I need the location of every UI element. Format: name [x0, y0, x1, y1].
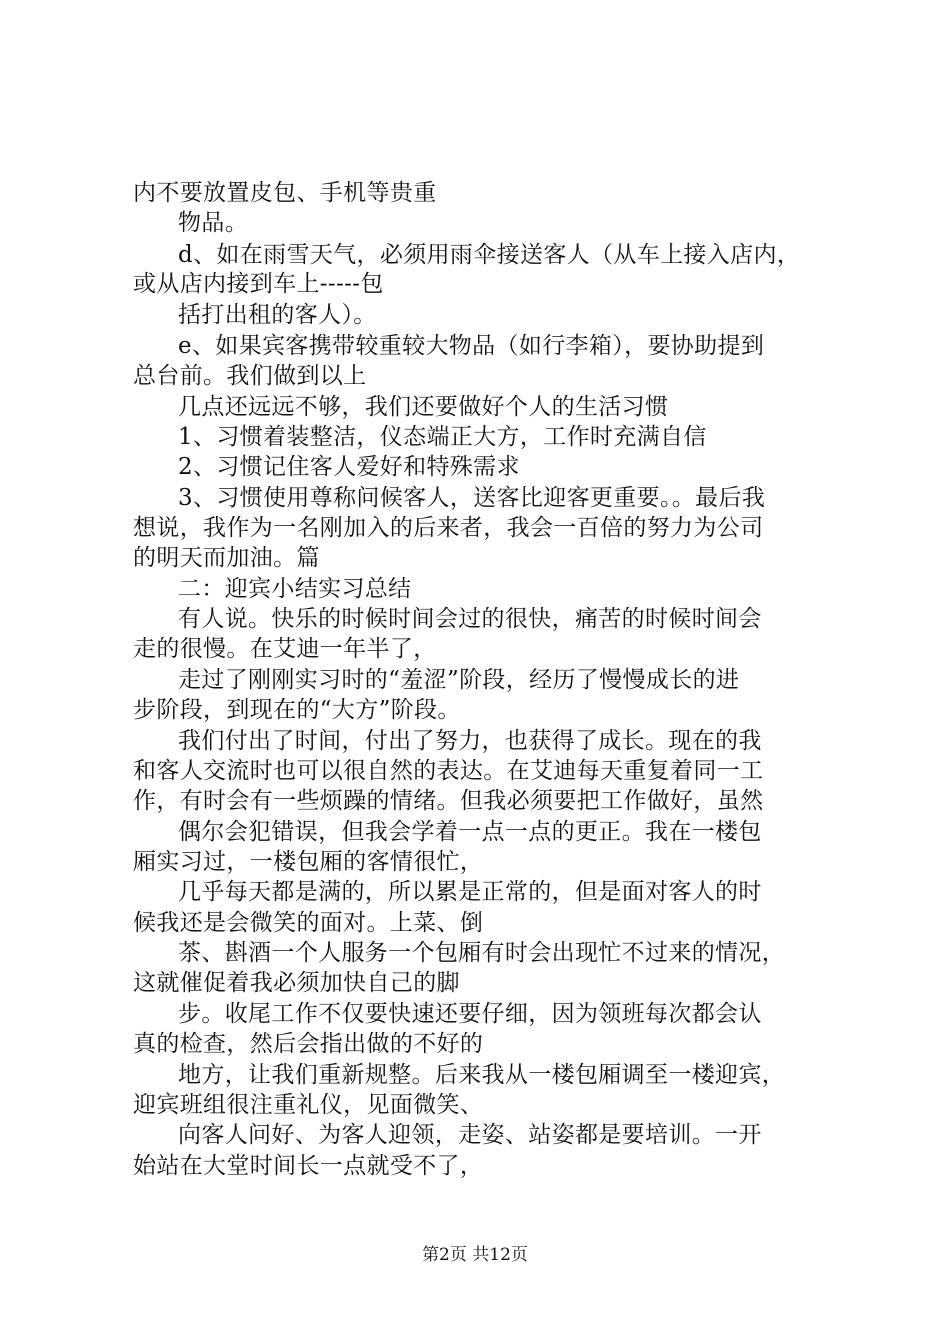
text-line: d、如在雨雪天气，必须用雨伞接送客人（从车上接入店内，	[178, 242, 801, 268]
text-line: 我们付出了时间，付出了努力，也获得了成长。现在的我	[178, 728, 762, 754]
text-line: 作，有时会有一些烦躁的情绪。但我必须要把工作做好，虽然	[133, 788, 764, 814]
text-line: 内不要放置皮包、手机等贵重	[133, 180, 437, 206]
text-line: 3、习惯使用尊称问候客人，送客比迎客更重要。。最后我	[178, 485, 766, 511]
text-line: 几乎每天都是满的，所以累是正常的，但是面对客人的时	[178, 879, 762, 905]
text-line: 走过了刚刚实习时的“羞涩”阶段，经历了慢慢成长的进	[178, 667, 740, 693]
text-line: 厢实习过，一楼包厢的客情很忙，	[133, 849, 484, 875]
text-line: 步阶段，到现在的“大方”阶段。	[133, 697, 461, 723]
text-line: 几点还远远不够，我们还要做好个人的生活习惯	[178, 394, 669, 420]
text-line: 迎宾班组很注重礼仪，见面微笑、	[133, 1092, 484, 1118]
text-line: 步。收尾工作不仅要快速还要仔细，因为领班每次都会认	[178, 1001, 762, 1027]
page-number-footer: 第2页 共12页	[422, 1245, 528, 1265]
text-line: 和客人交流时也可以很自然的表达。在艾迪每天重复着同一工	[133, 758, 764, 784]
text-line: 有人说。快乐的时候时间会过的很快，痛苦的时候时间会	[178, 606, 762, 632]
text-line: 的明天而加油。篇	[133, 545, 320, 571]
text-line: 走的很慢。在艾迪一年半了，	[133, 636, 437, 662]
text-line: 真的检查，然后会指出做的不好的	[133, 1031, 484, 1057]
text-line: 或从店内接到车上-----包	[133, 271, 384, 297]
text-line: 偶尔会犯错误，但我会学着一点一点的更正。我在一楼包	[178, 819, 762, 845]
text-line: e、如果宾客携带较重较大物品（如行李箱），要协助提到	[178, 333, 765, 359]
text-line: 括打出租的客人）。	[178, 302, 377, 328]
text-line: 候我还是会微笑的面对。上菜、倒	[133, 910, 484, 936]
text-line: 总台前。我们做到以上	[133, 363, 367, 389]
text-line: 茶、斟酒一个人服务一个包厢有时会出现忙不过来的情况，	[178, 940, 786, 966]
text-line: 2、习惯记住客人爱好和特殊需求	[178, 454, 520, 480]
text-line: 始站在大堂时间长一点就受不了，	[133, 1153, 484, 1179]
text-line: 这就催促着我必须加快自己的脚	[133, 970, 460, 996]
text-line: 向客人问好、为客人迎领，走姿、站姿都是要培训。一开	[178, 1122, 762, 1148]
text-line: 地方，让我们重新规整。后来我从一楼包厢调至一楼迎宾，	[178, 1062, 786, 1088]
text-line: 物品。	[178, 210, 249, 236]
text-line: 1、习惯着装整洁，仪态端正大方，工作时充满自信	[178, 424, 707, 450]
text-line: 想说，我作为一名刚加入的后来者，我会一百倍的努力为公司	[133, 515, 764, 541]
section-heading: 二：迎宾小结实习总结	[178, 576, 412, 602]
